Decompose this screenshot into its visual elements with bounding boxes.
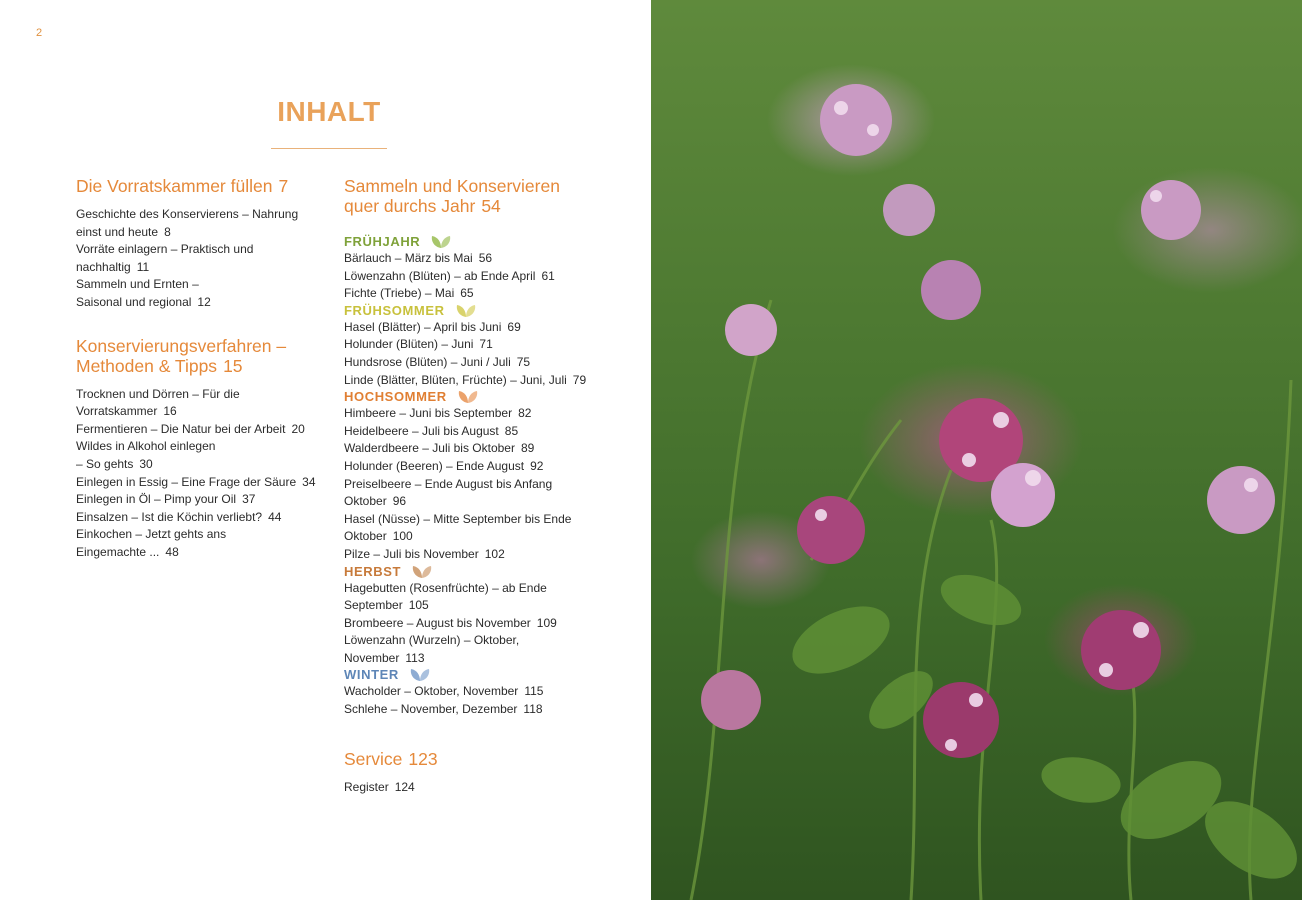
toc-entry [76, 241, 326, 276]
toc-entry-page: 16 [163, 404, 177, 419]
toc-entry [344, 683, 614, 701]
toc-entry-page: 118 [523, 702, 543, 717]
toc-entry-page: 100 [392, 529, 413, 544]
toc-entry-text: Holunder (Beeren) – Ende August [344, 458, 525, 473]
toc-entry [76, 206, 326, 241]
toc-entry-text: Löwenzahn (Wurzeln) – Oktober, [344, 633, 520, 648]
toc-entry-text: Löwenzahn (Blüten) – ab Ende April [344, 268, 536, 283]
leaf-icon [430, 235, 452, 249]
section-heading [344, 749, 614, 769]
toc-entry-page: 89 [520, 441, 535, 456]
page-number: 2 [36, 27, 43, 39]
toc-entry [76, 386, 326, 421]
toc-entry-page: 11 [136, 259, 150, 274]
section-heading-text: Die Vorratskammer füllen [76, 176, 273, 196]
toc-entry-text: Register [344, 779, 389, 794]
toc-entry-page: 85 [504, 423, 519, 438]
season-name: FRÜHSOMMER [344, 302, 445, 318]
toc-entry-text: Wacholder – Oktober, November [344, 684, 519, 699]
toc-entry-text: Trocknen und Dörren – Für die [76, 386, 240, 401]
toc-entry-text: Fermentieren – Die Natur bei der Arbeit [76, 421, 286, 436]
toc-entry-text: Bärlauch – März bis Mai [344, 251, 473, 265]
toc-right-column [344, 176, 614, 796]
toc-entry [344, 779, 614, 797]
toc-entry-text: – So gehts [76, 456, 134, 471]
toc-entry [344, 580, 614, 615]
section-heading [76, 336, 326, 376]
season-heading [344, 564, 614, 580]
leaf-icon [411, 565, 433, 579]
toc-entry-page: 79 [572, 372, 587, 387]
toc-entry [76, 509, 326, 527]
section-heading-text: Methoden & Tipps [76, 355, 218, 376]
page-title: INHALT [277, 96, 381, 127]
toc-entry-text: Himbeere – Juni bis September [344, 406, 513, 421]
toc-entry [344, 632, 614, 667]
toc-entry-text: Oktober [344, 494, 387, 509]
toc-entry-page: 124 [394, 779, 415, 794]
toc-entry [344, 511, 614, 546]
toc-entry-text: nachhaltig [76, 259, 131, 274]
season-name: WINTER [344, 667, 399, 683]
toc-entry-page: 61 [541, 268, 555, 283]
toc-entry [344, 440, 614, 458]
toc-entry-text: Linde (Blätter, Blüten, Früchte) – Juni, Juli [344, 372, 567, 387]
toc-entry-page: 8 [164, 224, 171, 239]
toc-entry-page: 71 [479, 337, 493, 352]
season-heading [344, 234, 614, 250]
toc-entry-text: Brombeere – August bis November [344, 615, 531, 630]
toc-entry-text: November [344, 650, 400, 665]
toc-entry-text: Heidelbeere – Juli bis August [344, 423, 499, 438]
season-name: HERBST [344, 563, 402, 579]
toc-entry-text: Geschichte des Konservierens – Nahrung [76, 207, 299, 221]
toc-entry-text: Wildes in Alkohol einlegen [76, 439, 216, 454]
section-heading-page: 7 [278, 176, 289, 196]
toc-entry [344, 250, 614, 268]
toc-entry [344, 615, 614, 633]
flower-illustration [651, 0, 1302, 900]
season-name: HOCHSOMMER [344, 389, 447, 405]
toc-entry-text: September [344, 598, 403, 613]
toc-entry-text: Oktober [344, 529, 387, 544]
toc-entry-page: 115 [524, 684, 544, 699]
toc-entry [344, 336, 614, 354]
toc-entry-page: 56 [478, 251, 493, 265]
toc-entry-page: 92 [530, 458, 544, 473]
toc-entry [76, 421, 326, 439]
toc-entry-text: Eingemachte ... [76, 544, 160, 559]
section-heading-text: quer durchs Jahr [344, 196, 476, 216]
toc-entry-page: 37 [242, 492, 256, 507]
toc-entry-page: 109 [536, 615, 557, 630]
toc-entry [344, 476, 614, 511]
toc-entry-text: Hasel (Nüsse) – Mitte September bis Ende [344, 511, 572, 526]
toc-entry [76, 526, 326, 561]
season-heading [344, 667, 614, 683]
toc-entry-text: Hundsrose (Blüten) – Juni / Juli [344, 354, 511, 369]
section-heading-text: Service [344, 748, 403, 769]
service-section [344, 749, 614, 797]
toc-entry-page: 102 [484, 546, 505, 561]
toc-entry-page: 48 [165, 544, 179, 559]
toc-entry-text: Hagebutten (Rosenfrüchte) – ab Ende [344, 580, 547, 595]
toc-entry-page: 82 [518, 406, 532, 421]
toc-entry [344, 285, 614, 303]
toc-entry-text: Vorräte einlagern – Praktisch und [76, 242, 254, 257]
toc-entry-text: Vorratskammer [76, 404, 158, 419]
toc-entry-page: 69 [507, 319, 521, 334]
toc-entry [344, 354, 614, 372]
leaf-icon [455, 304, 477, 318]
toc-entry [344, 423, 614, 441]
toc-entry-text: Saisonal und regional [76, 294, 192, 309]
toc-entry-page: 44 [268, 509, 282, 524]
toc-entry-text: einst und heute [76, 224, 159, 239]
toc-entry-text: Hasel (Blätter) – April bis Juni [344, 319, 502, 334]
season-heading [344, 389, 614, 405]
toc-entry-text: Einsalzen – Ist die Köchin verliebt? [76, 509, 263, 524]
toc-entry [344, 458, 614, 476]
toc-entry [344, 319, 614, 337]
toc-entry-page: 12 [197, 294, 211, 309]
toc-entry-page: 30 [139, 456, 153, 471]
section-heading [76, 176, 326, 196]
toc-entry [76, 276, 326, 311]
toc-entry [344, 405, 614, 423]
toc-entry-text: Holunder (Blüten) – Juni [344, 337, 474, 352]
toc-entry-page: 75 [516, 354, 531, 369]
toc-entry-page: 96 [392, 494, 407, 509]
season-heading [344, 303, 614, 319]
toc-entry-text: Schlehe – November, Dezember [344, 702, 518, 717]
toc-entry-text: Einlegen in Essig – Eine Frage der Säure [76, 474, 297, 489]
toc-entry [344, 546, 614, 564]
section-heading-page: 54 [481, 196, 501, 216]
toc-entry-text: Pilze – Juli bis November [344, 546, 479, 561]
toc-entry-text: Preiselbeere – Ende August bis Anfang [344, 476, 553, 491]
toc-entry-page: 65 [460, 286, 474, 301]
toc-entry-text: Walderdbeere – Juli bis Oktober [344, 441, 515, 456]
section-heading-page: 123 [408, 748, 438, 769]
section-heading-page: 15 [223, 355, 243, 376]
toc-entry [344, 372, 614, 390]
toc-entry-text: Fichte (Triebe) – Mai [344, 286, 455, 301]
toc-left-column [76, 176, 326, 562]
toc-entry [76, 491, 326, 509]
toc-entry-page: 113 [405, 650, 425, 665]
toc-entry-page: 34 [302, 474, 316, 489]
toc-entry-page: 105 [408, 598, 429, 613]
title-divider [271, 148, 387, 149]
section-spacer [76, 312, 326, 336]
toc-entry-text: Einkochen – Jetzt gehts ans [76, 527, 227, 542]
oregano-flowers-photo [651, 0, 1302, 900]
season-name: FRÜHJAHR [344, 234, 421, 249]
toc-entry-page: 20 [291, 421, 305, 436]
toc-entry [344, 268, 614, 286]
leaf-icon [457, 390, 479, 404]
toc-entry-text: Sammeln und Ernten – [76, 277, 199, 292]
section-heading-text: Sammeln und Konservieren [344, 176, 560, 196]
section-heading-text: Konservierungsverfahren – [76, 335, 287, 356]
toc-entry [76, 474, 326, 492]
toc-entry-text: Einlegen in Öl – Pimp your Oil [76, 492, 237, 507]
toc-entry [344, 701, 614, 719]
leaf-icon [409, 668, 431, 682]
toc-entry [76, 438, 326, 473]
section-heading [344, 176, 614, 216]
